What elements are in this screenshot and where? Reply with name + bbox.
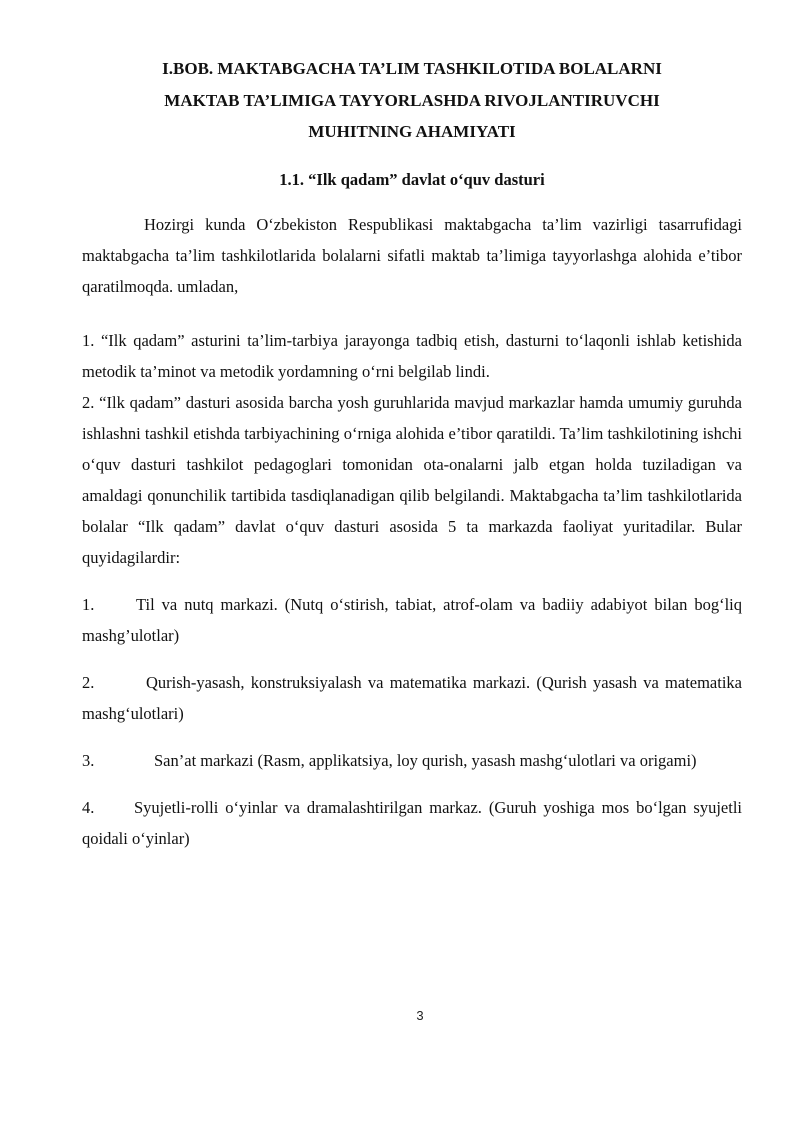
- list-item-number: 2.: [82, 672, 95, 692]
- list-item: [82, 792, 742, 854]
- list-item-number: 3.: [82, 750, 95, 770]
- list-item: [82, 589, 742, 651]
- list-item-number: 4.: [82, 797, 95, 817]
- list-item-number: 1.: [82, 594, 95, 614]
- list-item-text: Syujetli-rolli o‘yinlar va dramalashtirilgan markaz. (Guruh yoshiga mos bo‘lgan syujetli qoidali o‘yinlar): [82, 797, 742, 848]
- list-item-text: San’at markazi (Rasm, applikatsiya, loy qurish, yasash mashg‘ulotlari va origami): [154, 750, 697, 770]
- body-block: [82, 325, 742, 573]
- chapter-title: I.BOB. MAKTABGACHA TA’LIM TASHKILOTIDA BOLALARNI MAKTAB TA’LIMIGA TAYYORLASHDA RIVOJLANTIRUVCHI MUHITNING AHAMIYATI: [162, 59, 662, 141]
- intro-paragraph: Hozirgi kunda O‘zbekiston Respublikasi maktabgacha ta’lim vazirligi tasarrufidagi maktabgacha ta’lim tashkilotlarida bolalarni sifatli maktab ta’limiga tayyorlashga alohida e’tibor qaratilmoqda. umladan,: [82, 214, 742, 296]
- list-item: [82, 667, 742, 729]
- centers-list: [82, 589, 742, 854]
- document-page: [82, 53, 742, 854]
- body-paragraph-2: 2. “Ilk qadam” dasturi asosida barcha yosh guruhlarida mavjud markazlar hamda umumiy guruhda ishlashni tashkil etishda tarbiyachining o‘rniga alohida e’tibor qaratildi. Ta’lim tashkilotining ishchi o‘quv dasturi tashkilot pedagoglari tomonidan ota-onalarni jalb etgan holda tuziladigan va amaldagi qonunchilik tartibida tasdiqlanadigan qilib belgilandi. Maktabgacha ta’lim tashkilotlarida bolalar “Ilk qadam” davlat o‘quv dasturi asosida 5 ta markazda faoliyat yuritadilar. Bular quyidagilardir:: [82, 392, 742, 567]
- section-title: 1.1. “Ilk qadam” davlat o‘quv dasturi: [279, 169, 545, 189]
- body-paragraph-1: 1. “Ilk qadam” asturini ta’lim-tarbiya jarayonga tadbiq etish, dasturni to‘laqonli ishlab ketishida metodik ta’minot va metodik yordamning o‘rni belgilab lindi.: [82, 330, 742, 381]
- list-item: [82, 745, 742, 776]
- list-item-text: Til va nutq markazi. (Nutq o‘stirish, tabiat, atrof-olam va badiiy adabiyot bilan bog‘liq mashg’ulotlar): [82, 594, 742, 645]
- list-item-text: Qurish-yasash, konstruksiyalash va matematika markazi. (Qurish yasash va matematika mashg‘ulotlari): [82, 672, 742, 723]
- page-number: 3: [416, 1008, 424, 1023]
